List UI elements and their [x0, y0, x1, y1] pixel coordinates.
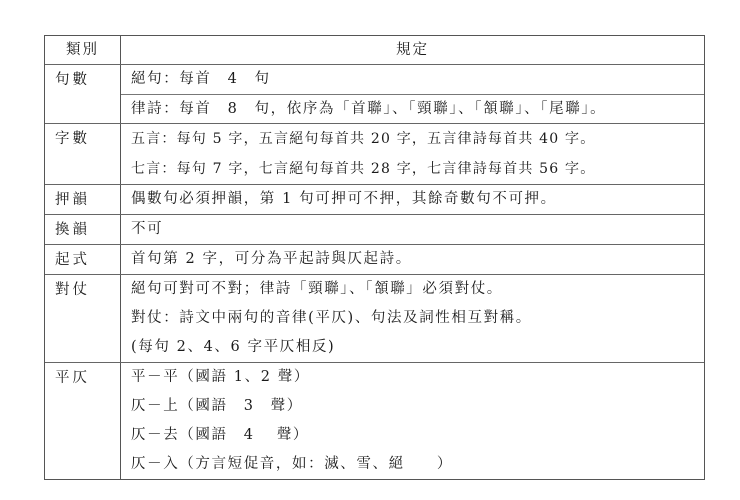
rule-line: 偶數句必須押韻，第 1 句可押可不押，其餘奇數句不可押。 [131, 191, 557, 207]
row-category: 句數 [45, 65, 121, 123]
row-category: 字數 [45, 124, 121, 184]
table-row-character-count [45, 123, 704, 184]
rule-line: 律詩：每首 8 句，依序為「首聯」、「頸聯」、「頷聯」、「尾聯」。 [121, 94, 704, 123]
row-category: 押韻 [45, 185, 121, 214]
header-category: 類別 [45, 36, 121, 64]
row-category: 起式 [45, 245, 121, 274]
rule-line: 首句第 2 字，可分為平起詩與仄起詩。 [131, 251, 412, 267]
rule-line: 仄－去（國語 4 聲） [131, 427, 310, 443]
row-rule [121, 65, 704, 123]
poetry-rules-table [44, 35, 705, 480]
rule-line: 對仗：詩文中兩句的音律(平仄)、句法及詞性相互對稱。 [131, 310, 532, 326]
row-rule [121, 185, 704, 214]
table-row-opening [45, 244, 704, 274]
table-row-sentence-count [45, 64, 704, 123]
row-rule [121, 275, 704, 362]
row-category: 平仄 [45, 363, 121, 479]
rule-line: 不可 [131, 221, 164, 237]
header-rule: 規定 [396, 42, 429, 58]
rule-line: 絕句可對可不對；律詩「頸聯」、「頷聯」必須對仗。 [131, 281, 503, 297]
row-rule [121, 124, 704, 184]
rule-line: 平－平（國語 1、2 聲） [131, 369, 310, 385]
rule-line: 仄－入（方言短促音，如：滅、雪、絕 ） [131, 456, 453, 472]
rule-line: 仄－上（國語 3 聲） [131, 398, 303, 414]
row-rule [121, 245, 704, 274]
table-header-row [45, 36, 704, 64]
table-row-rhyme [45, 184, 704, 214]
row-rule [121, 215, 704, 244]
table-row-tones [45, 362, 704, 479]
row-rule [121, 363, 704, 479]
rule-line: 七言：每句 7 字，七言絕句每首共 28 字，七言律詩每首共 56 字。 [131, 161, 596, 177]
table-row-parallelism [45, 274, 704, 362]
rule-line: 絕句：每首 4 句 [131, 71, 271, 87]
rule-line: (每句 2、4、6 字平仄相反) [131, 339, 336, 355]
table-row-rhyme-change [45, 214, 704, 244]
rule-line: 五言：每句 5 字，五言絕句每首共 20 字，五言律詩每首共 40 字。 [131, 131, 596, 147]
row-category: 換韻 [45, 215, 121, 244]
row-category: 對仗 [45, 275, 121, 362]
